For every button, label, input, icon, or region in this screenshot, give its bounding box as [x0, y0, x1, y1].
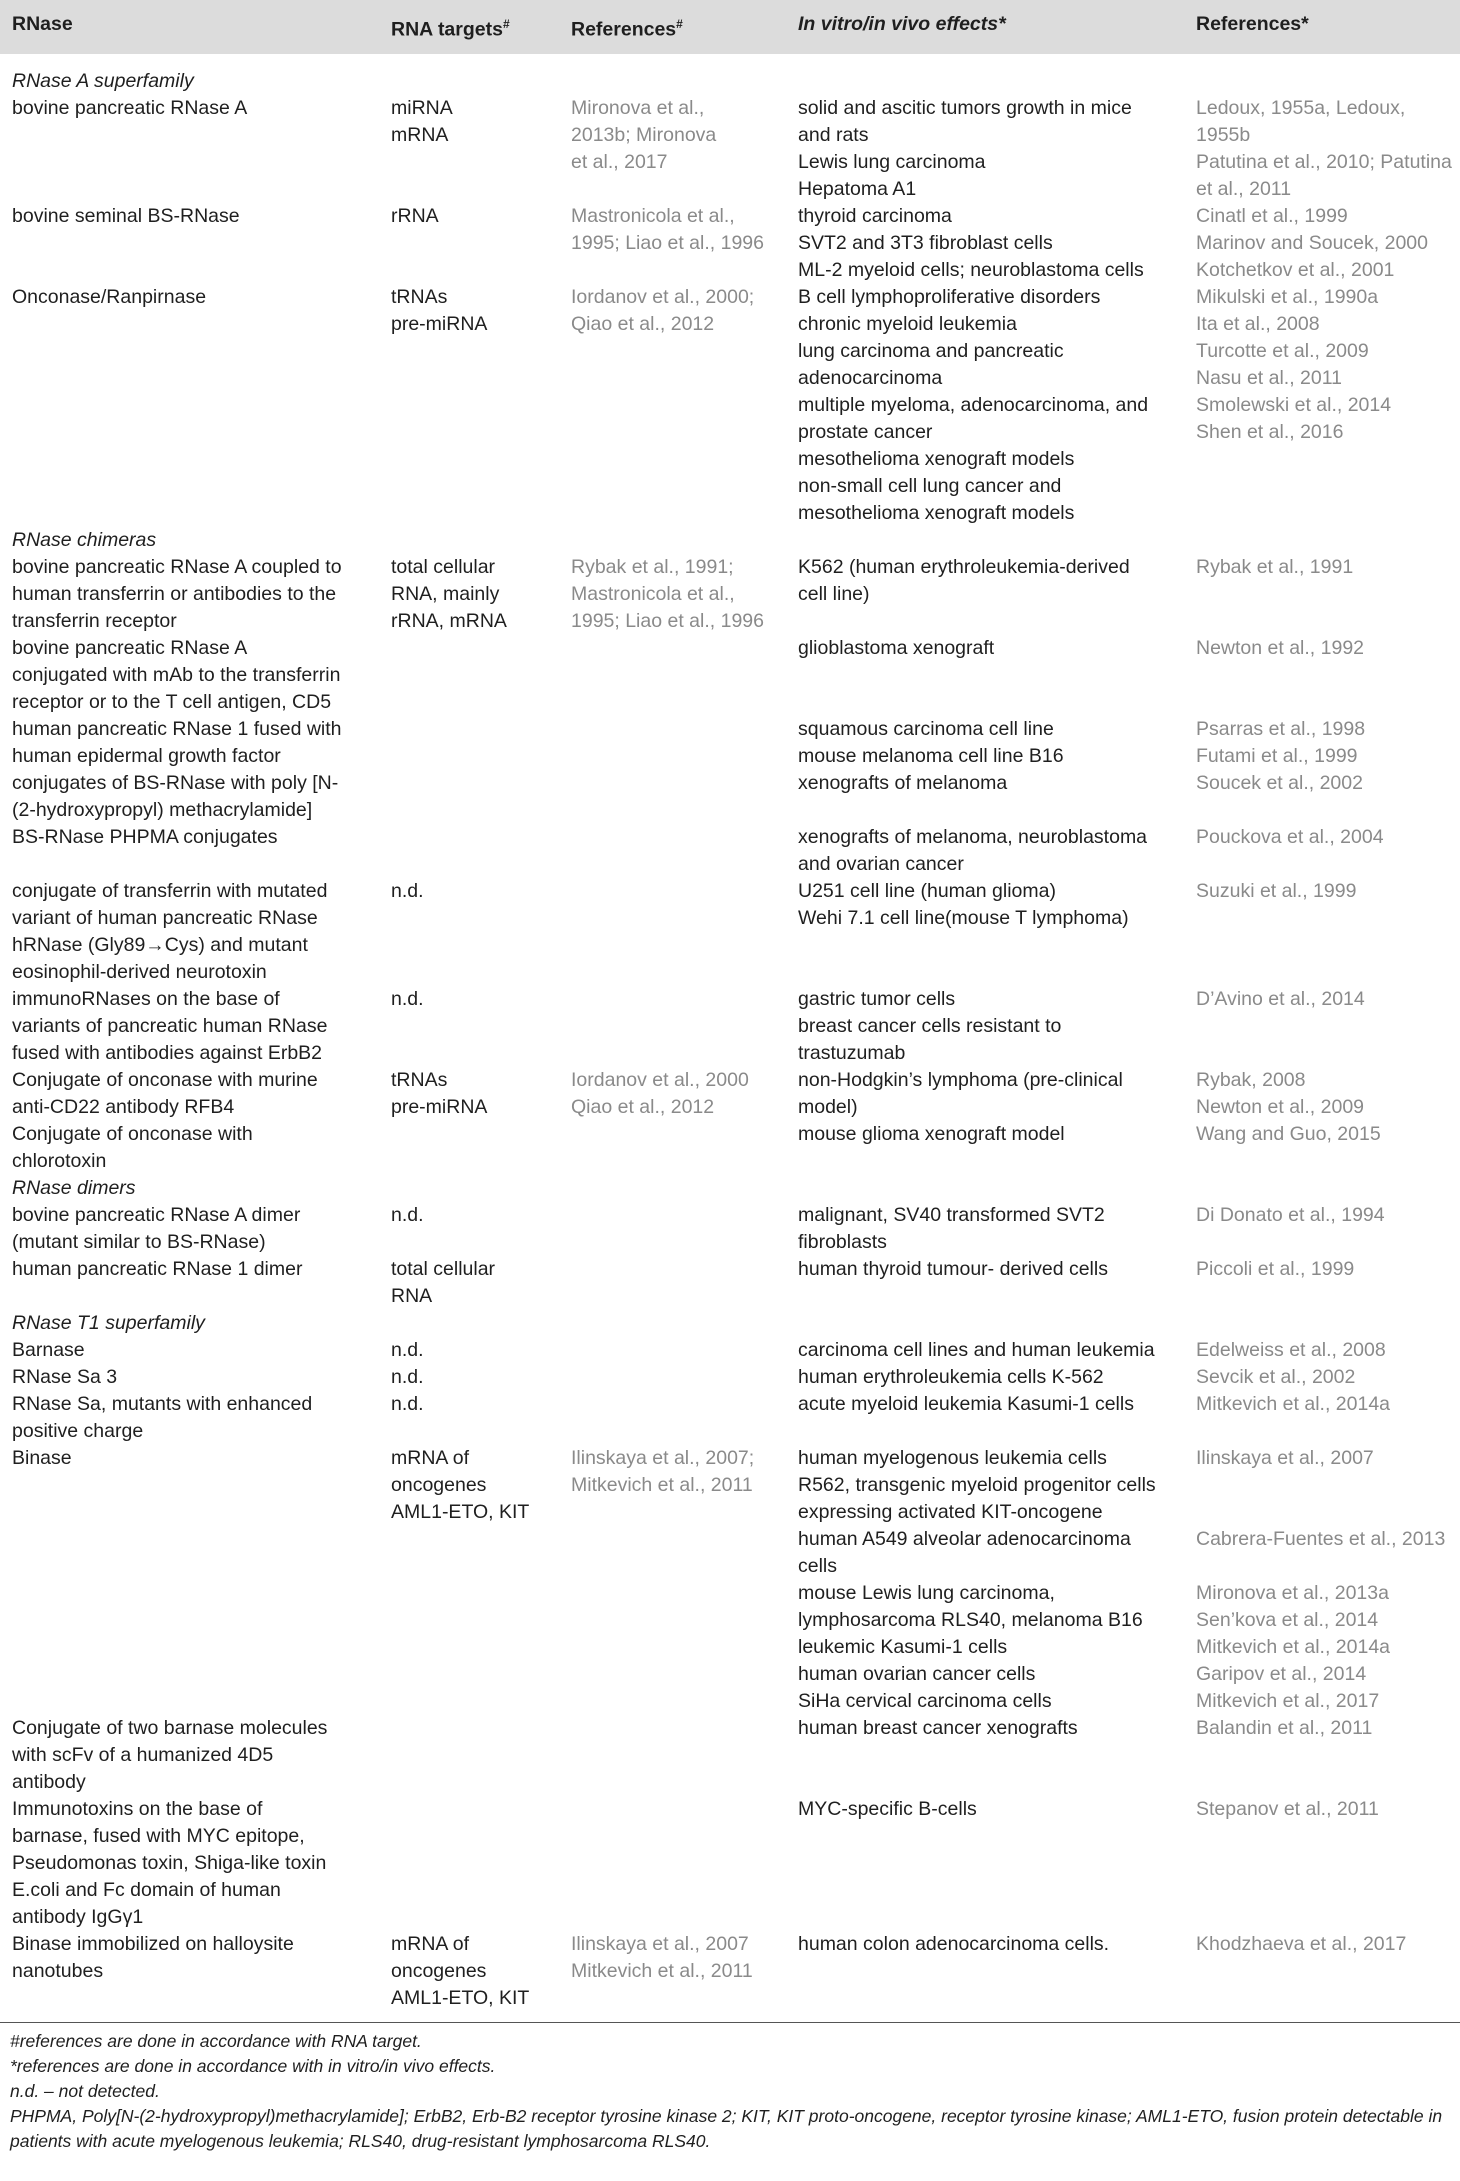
footnote: *references are done in accordance with in vitro/in vivo effects.	[10, 2055, 496, 2076]
cell-rnase: bovine pancreatic RNase A coupled to human transferrin or antibodies to the transferrin receptor	[12, 555, 342, 632]
table-header	[0, 0, 1460, 54]
header-references-2: References*	[1196, 13, 1309, 35]
cell-effects: human myelogenous leukemia cells R562, transgenic myeloid progenitor cells expressing activated KIT-oncogene human A549 alveolar adenocarcinoma cells mouse Lewis lung carcinoma, lymphosarcoma RLS40, melanoma B16 leukemic Kasumi-1 cells human ovarian cancer cells SiHa cervical carcinoma cells	[798, 1446, 1156, 1712]
table-row	[0, 1337, 1460, 1364]
cell-effects: U251 cell line (human glioma) Wehi 7.1 cell line(mouse T lymphoma)	[798, 879, 1129, 929]
section-row	[0, 527, 1460, 554]
cell-effects: squamous carcinoma cell line mouse melanoma cell line B16 xenografts of melanoma xenografts of melanoma, neuroblastoma and ovarian cancer	[798, 717, 1148, 875]
cell-rna-targets: miRNA mRNA	[391, 96, 453, 146]
cell-effects: malignant, SV40 transformed SVT2 fibroblasts	[798, 1203, 1105, 1253]
cell-rna-targets: n.d.	[391, 1392, 424, 1415]
cell-rnase: conjugate of transferrin with mutated variant of human pancreatic RNase hRNase (Gly89→Cys) and mutant eosinophil-derived neurotoxin	[12, 879, 328, 983]
header-rna-targets-mark: #	[502, 17, 510, 31]
cell-effects: glioblastoma xenograft	[798, 636, 995, 659]
cell-references-effects: Psarras et al., 1998 Futami et al., 1999 Soucek et al., 2002 Pouckova et al., 2004	[1196, 717, 1384, 848]
table-row	[0, 1256, 1460, 1310]
header-rna-targets	[379, 0, 559, 54]
cell-references-target	[559, 1796, 786, 1931]
cell-references-effects: Rybak, 2008 Newton et al., 2009 Wang and Guo, 2015	[1196, 1068, 1381, 1145]
header-rna-targets-label: RNA targets	[391, 18, 503, 41]
section-title: RNase chimeras	[12, 528, 157, 551]
cell-references-effects: Mitkevich et al., 2014a	[1196, 1392, 1391, 1415]
cell-references-effects: Ledoux, 1955a, Ledoux, 1955b Patutina et al., 2010; Patutina et al., 2011	[1196, 96, 1452, 200]
cell-effects: non-Hodgkin’s lymphoma (pre-clinical model) mouse glioma xenograft model	[798, 1068, 1123, 1145]
cell-references-target	[559, 1391, 786, 1445]
cell-references-target	[559, 1202, 786, 1256]
table-row	[0, 554, 1460, 635]
header-references-1	[559, 0, 786, 54]
cell-rnase: RNase Sa, mutants with enhanced positive charge	[12, 1392, 313, 1442]
table-row	[0, 986, 1460, 1067]
cell-references-target	[559, 1364, 786, 1391]
cell-rna-targets: total cellular RNA	[391, 1257, 496, 1307]
table-row	[0, 1715, 1460, 1796]
cell-references-target	[559, 635, 786, 716]
cell-rnase: Onconase/Ranpirnase	[12, 285, 207, 308]
section-title: RNase A superfamily	[12, 69, 194, 92]
cell-references-effects: Di Donato et al., 1994	[1196, 1203, 1385, 1226]
cell-rna-targets: rRNA	[391, 204, 439, 227]
cell-references-target: Mironova et al., 2013b; Mironova et al., 2017	[571, 96, 717, 173]
table-row	[0, 203, 1460, 284]
cell-rna-targets: mRNA of oncogenes AML1-ETO, KIT	[391, 1932, 530, 2009]
table-row	[0, 1796, 1460, 1931]
cell-references-effects: Sevcik et al., 2002	[1196, 1365, 1356, 1388]
cell-rnase: human pancreatic RNase 1 dimer	[12, 1257, 303, 1280]
section-row	[0, 1310, 1460, 1337]
table-row	[0, 1202, 1460, 1256]
cell-rna-targets	[379, 635, 559, 716]
cell-rna-targets: tRNAs pre-miRNA	[391, 285, 488, 335]
table-row	[0, 1364, 1460, 1391]
cell-references-target	[559, 878, 786, 986]
header-effects: In vitro/in vivo effects*	[798, 13, 1006, 35]
cell-references-target: Iordanov et al., 2000; Qiao et al., 2012	[571, 285, 755, 335]
footnote: n.d. – not detected.	[10, 2080, 160, 2101]
cell-rnase: Binase immobilized on halloysite nanotubes	[12, 1932, 294, 1982]
header-references-1-mark: #	[676, 17, 683, 31]
cell-effects: human thyroid tumour- derived cells	[798, 1257, 1108, 1280]
cell-rna-targets: n.d.	[391, 1365, 424, 1388]
cell-rnase: Conjugate of two barnase molecules with scFv of a humanized 4D5 antibody	[12, 1716, 328, 1793]
cell-effects: human erythroleukemia cells K-562	[798, 1365, 1104, 1388]
cell-references-effects: Suzuki et al., 1999	[1196, 879, 1357, 902]
cell-references-target	[559, 1715, 786, 1796]
footnotes	[0, 2023, 1460, 2154]
section-row	[0, 1175, 1460, 1202]
cell-references-target	[559, 1256, 786, 1310]
cell-rna-targets: mRNA of oncogenes AML1-ETO, KIT	[391, 1446, 530, 1523]
cell-effects: thyroid carcinoma SVT2 and 3T3 fibroblast cells ML-2 myeloid cells; neuroblastoma cells	[798, 204, 1144, 281]
section-title: RNase T1 superfamily	[12, 1311, 205, 1334]
cell-references-target: Ilinskaya et al., 2007 Mitkevich et al., 2011	[571, 1932, 753, 1982]
footnote: #references are done in accordance with RNA target.	[10, 2030, 422, 2051]
cell-rnase: Barnase	[12, 1338, 85, 1361]
cell-references-target	[559, 986, 786, 1067]
cell-effects: carcinoma cell lines and human leukemia	[798, 1338, 1155, 1361]
cell-rna-targets: n.d.	[391, 987, 424, 1010]
cell-references-target: Mastronicola et al., 1995; Liao et al., 1996	[571, 204, 764, 254]
cell-rnase: Conjugate of onconase with murine anti-CD22 antibody RFB4 Conjugate of onconase with chlorotoxin	[12, 1068, 318, 1172]
cell-references-effects: Stepanov et al., 2011	[1196, 1797, 1379, 1820]
cell-rna-targets: n.d.	[391, 1203, 424, 1226]
cell-references-target: Rybak et al., 1991; Mastronicola et al., 1995; Liao et al., 1996	[571, 555, 764, 632]
table-row	[0, 716, 1460, 878]
cell-references-target	[559, 1337, 786, 1364]
cell-effects: human colon adenocarcinoma cells.	[798, 1932, 1110, 1955]
cell-rnase: bovine pancreatic RNase A	[12, 96, 248, 119]
header-row	[0, 0, 1460, 54]
cell-rnase: bovine seminal BS-RNase	[12, 204, 240, 227]
table-row	[0, 1445, 1460, 1715]
cell-references-effects: Khodzhaeva et al., 2017	[1196, 1932, 1407, 1955]
header-references-1-label: References	[571, 18, 677, 41]
table-row	[0, 284, 1460, 527]
cell-rna-targets	[379, 1796, 559, 1931]
cell-references-effects: Newton et al., 1992	[1196, 636, 1365, 659]
cell-references-effects: Piccoli et al., 1999	[1196, 1257, 1355, 1280]
cell-effects: solid and ascitic tumors growth in mice and rats Lewis lung carcinoma Hepatoma A1	[798, 96, 1132, 200]
header-rnase: RNase	[12, 13, 73, 35]
cell-rna-targets: n.d.	[391, 879, 424, 902]
cell-references-target: Iordanov et al., 2000 Qiao et al., 2012	[571, 1068, 749, 1118]
cell-rna-targets: n.d.	[391, 1338, 424, 1361]
table-row	[0, 1931, 1460, 2023]
cell-effects: acute myeloid leukemia Kasumi-1 cells	[798, 1392, 1134, 1415]
cell-rna-targets: tRNAs pre-miRNA	[391, 1068, 488, 1118]
cell-rna-targets	[379, 1715, 559, 1796]
cell-references-effects: Cinatl et al., 1999 Marinov and Soucek, 2000 Kotchetkov et al., 2001	[1196, 204, 1428, 281]
cell-references-target: Ilinskaya et al., 2007; Mitkevich et al., 2011	[571, 1446, 755, 1496]
section-row	[0, 54, 1460, 95]
cell-references-effects: Rybak et al., 1991	[1196, 555, 1354, 578]
cell-effects: human breast cancer xenografts	[798, 1716, 1078, 1739]
table-body	[0, 54, 1460, 2023]
cell-references-effects: Ilinskaya et al., 2007 Cabrera-Fuentes et al., 2013 Mironova et al., 2013a Sen’kova et al., 2014 Mitkevich et al., 2014a Garipov et al., 2014 Mitkevich et al., 2017	[1196, 1446, 1446, 1712]
cell-rna-targets: total cellular RNA, mainly rRNA, mRNA	[391, 555, 507, 632]
section-title: RNase dimers	[12, 1176, 136, 1199]
cell-rnase: bovine pancreatic RNase A dimer (mutant similar to BS-RNase)	[12, 1203, 301, 1253]
table-row	[0, 635, 1460, 716]
cell-effects: B cell lymphoproliferative disorders chronic myeloid leukemia lung carcinoma and pancreatic adenocarcinoma multiple myeloma, adenocarcinoma, and prostate cancer mesothelioma xenograft models non-small cell lung cancer and mesothelioma xenograft models	[798, 285, 1149, 524]
footnote: PHPMA, Poly[N-(2-hydroxypropyl)methacrylamide]; ErbB2, Erb-B2 receptor tyrosine kinase 2; KIT, KIT proto-oncogene, receptor tyrosine kinase; AML1-ETO, fusion protein detectable in patients with acute myelogenous leukemia; RLS40, drug-resistant lymphosarcoma RLS40.	[10, 2105, 1443, 2151]
cell-effects: K562 (human erythroleukemia-derived cell line)	[798, 555, 1130, 605]
cell-rnase: immunoRNases on the base of variants of pancreatic human RNase fused with antibodies against ErbB2	[12, 987, 328, 1064]
cell-references-effects: D’Avino et al., 2014	[1196, 987, 1365, 1010]
cell-rnase: human pancreatic RNase 1 fused with human epidermal growth factor conjugates of BS-RNase with poly [N- (2-hydroxypropyl) methacrylamide] BS-RNase PHPMA conjugates	[12, 717, 342, 848]
cell-rna-targets	[379, 716, 559, 878]
cell-references-effects: Balandin et al., 2011	[1196, 1716, 1373, 1739]
table-row	[0, 95, 1460, 203]
cell-rnase: bovine pancreatic RNase A conjugated with mAb to the transferrin receptor or to the T cell antigen, CD5	[12, 636, 341, 713]
cell-references-target	[559, 716, 786, 878]
table-row	[0, 1391, 1460, 1445]
table-row	[0, 878, 1460, 986]
cell-rnase: Binase	[12, 1446, 72, 1469]
cell-effects: gastric tumor cells breast cancer cells resistant to trastuzumab	[798, 987, 1062, 1064]
cell-effects: MYC-specific B-cells	[798, 1797, 977, 1820]
table-row	[0, 1067, 1460, 1175]
cell-rnase: RNase Sa 3	[12, 1365, 118, 1388]
cell-references-effects: Mikulski et al., 1990a Ita et al., 2008 Turcotte et al., 2009 Nasu et al., 2011 Smolewski et al., 2014 Shen et al., 2016	[1196, 285, 1392, 443]
cell-references-effects: Edelweiss et al., 2008	[1196, 1338, 1386, 1361]
cell-rnase: Immunotoxins on the base of barnase, fused with MYC epitope, Pseudomonas toxin, Shiga-like toxin E.coli and Fc domain of human antibody IgGγ1	[12, 1797, 327, 1928]
